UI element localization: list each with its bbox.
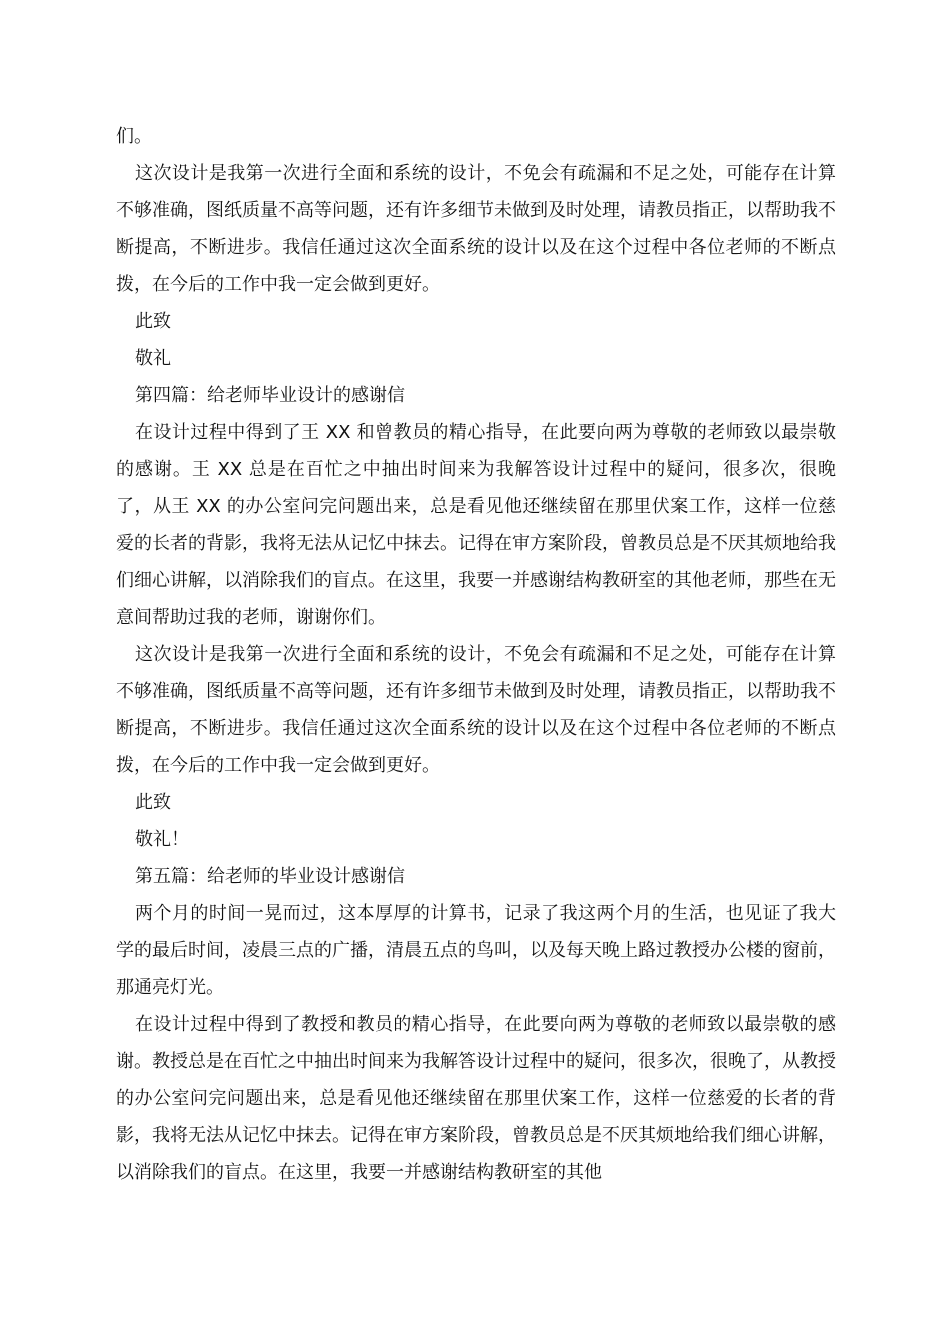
section-heading-5: 第五篇：给老师的毕业设计感谢信 [135,866,405,887]
document-body [116,118,836,1191]
paragraph-two-months: 两个月的时间一晃而过，这本厚厚的计算书，记录了我这两个月的生活，也见证了我大学的最后时间，凌晨三点的广播，清晨五点的鸟叫，以及每天晚上路过教授办公楼的窗前，那通亮灯光。 [116,903,836,998]
paragraph-thanks-professor: 在设计过程中得到了教授和教员的精心指导，在此要向两为尊敬的老师致以最崇敬的感谢。教授总是在百忙之中抽出时间来为我解答设计过程中的疑问，很多次，很晚了，从教授的办公室问完问题出来，总是看见他还继续留在那里伏案工作，这样一位慈爱的长者的背影，我将无法从记忆中抹去。记得在审方案阶段，曾教员总是不厌其烦地给我们细心讲解，以消除我们的盲点。在这里，我要一并感谢结构教研室的其他 [116,1014,836,1183]
section-heading-4: 第四篇：给老师毕业设计的感谢信 [135,385,405,406]
closing-jingli-2: 敬礼！ [135,829,189,850]
paragraph-design-reflection-2: 这次设计是我第一次进行全面和系统的设计，不免会有疏漏和不足之处，可能存在计算不够准确，图纸质量不高等问题，还有许多细节未做到及时处理，请教员指正，以帮助我不断提高，不断进步。我信任通过这次全面系统的设计以及在这个过程中各位老师的不断点拨，在今后的工作中我一定会做到更好。 [116,644,836,776]
closing-cizhi: 此致 [135,311,171,332]
paragraph-thanks-guidance: 在设计过程中得到了王 XX 和曾教员的精心指导，在此要向两为尊敬的老师致以最崇敬的感谢。王 XX 总是在百忙之中抽出时间来为我解答设计过程中的疑问，很多次，很晚了，从王 XX 的办公室问完问题出来，总是看见他还继续留在那里伏案工作，这样一位慈爱的长者的背影，我将无法从记忆中抹去。记得在审方案阶段，曾教员总是不厌其烦地给我们细心讲解，以消除我们的盲点。在这里，我要一并感谢结构教研室的其他老师，那些在无意间帮助过我的老师，谢谢你们。 [116,422,836,628]
paragraph-continuation: 们。 [116,126,152,147]
closing-jingli: 敬礼 [135,348,171,369]
closing-cizhi-2: 此致 [135,792,171,813]
paragraph-design-reflection: 这次设计是我第一次进行全面和系统的设计，不免会有疏漏和不足之处，可能存在计算不够准确，图纸质量不高等问题，还有许多细节未做到及时处理，请教员指正，以帮助我不断提高，不断进步。我信任通过这次全面系统的设计以及在这个过程中各位老师的不断点拨，在今后的工作中我一定会做到更好。 [116,163,836,295]
